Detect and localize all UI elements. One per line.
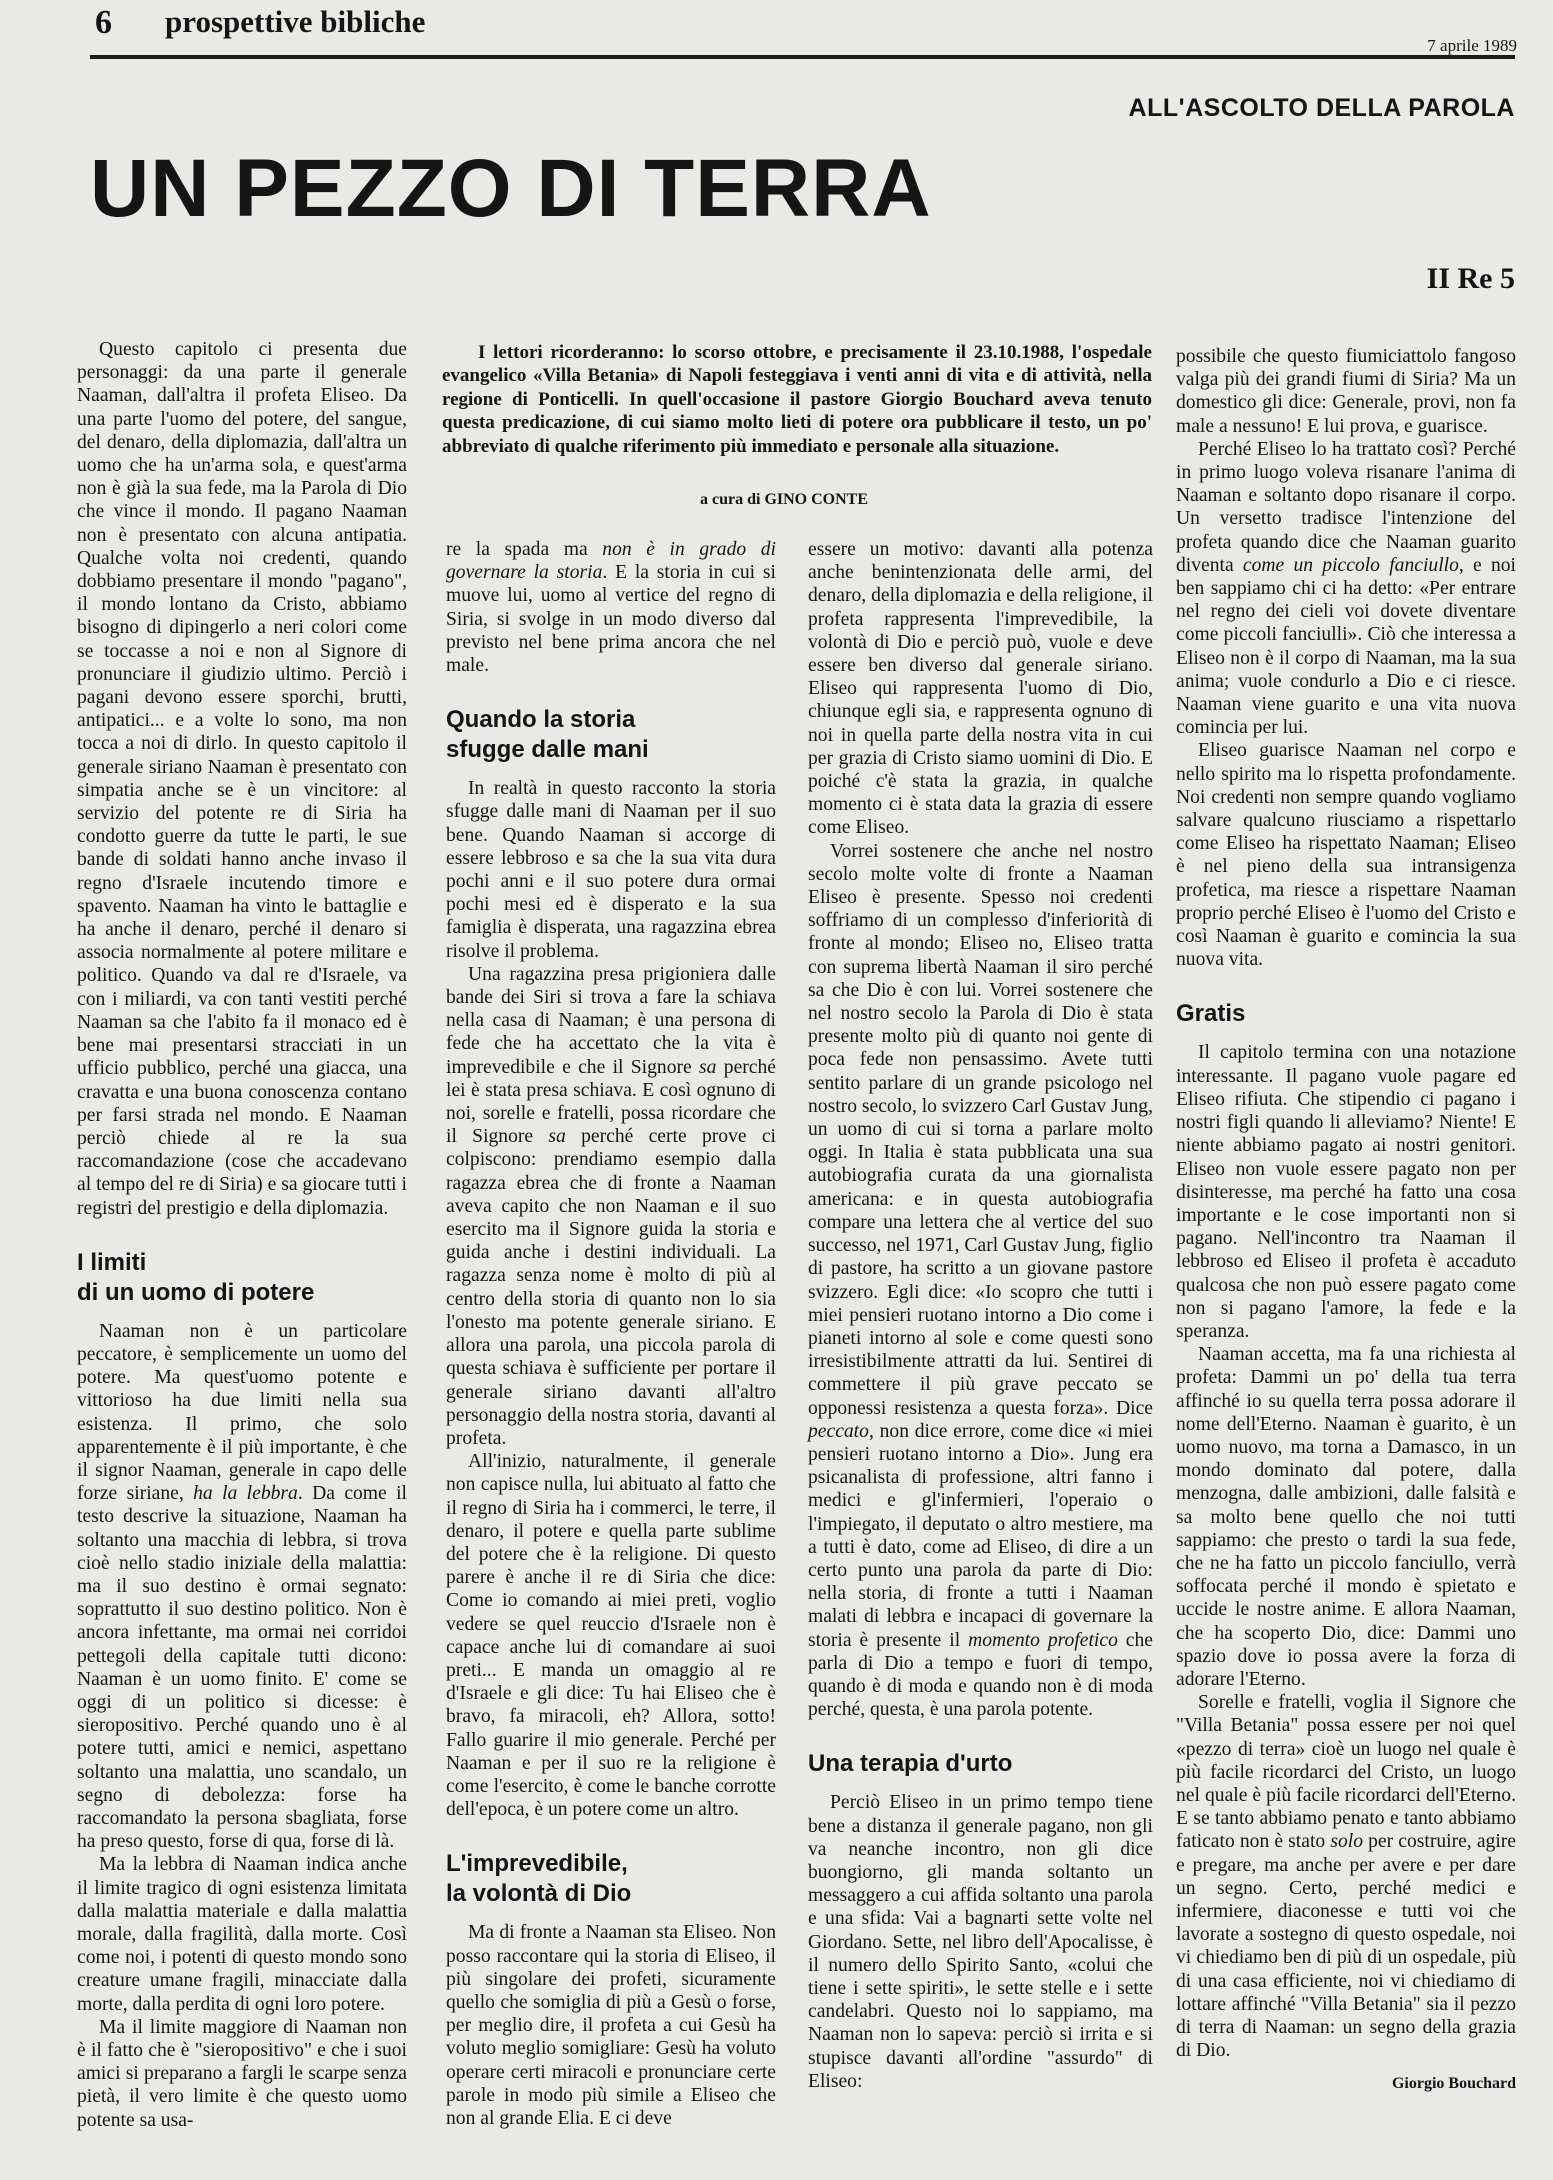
emphasis: peccato xyxy=(808,1420,869,1442)
emphasis: solo xyxy=(1330,1831,1363,1853)
paragraph: Ma di fronte a Naaman sta Eliseo. Non posso raccontare qui la storia di Eliseo, il più singolare dei profeti, sicuramente quello che somiglia di più a Gesù o forse, per meglio dire, il profeta a cui Gesù ha voluto meglio somigliare: Gesù ha voluto operare certi miracoli e pronunciare certe parole in modo più simile a Eliseo che non al grande Elia. E ci deve xyxy=(446,1922,776,2129)
column-4 xyxy=(1176,345,1516,2096)
emphasis: momento profetico xyxy=(968,1629,1118,1651)
paragraph xyxy=(446,963,776,1450)
paragraph xyxy=(808,840,1153,1722)
text-run: , e noi ben sappiamo chi ci ha detto: «Per entrare nel regno dei cieli voi dovete diventare come piccoli fanciulli». Ciò che interessa a Eliseo non è il corpo di Naaman, ma la sua anima; vuole condurlo a Dio e ci riesce. Naaman viene guarito e una vita nuova comincia per lui. xyxy=(1176,554,1516,739)
column-3 xyxy=(808,538,1153,2093)
paragraph xyxy=(77,1320,407,1854)
paragraph: Ma la lebbra di Naaman indica anche il limite tragico di ogni esistenza limitata dalla malattia materiale e dalla malattia morale, dalla fragilità, dalla morte. Così come noi, i potenti di questo mondo sono creature umane fragili, minacciate dalla morte, dalla perdita di ogni loro potere. xyxy=(77,1854,407,2015)
text-run: che parla di Dio a tempo e fuori di tempo, quando è di moda e quando non è di moda perché, questa, è una parola potente. xyxy=(808,1629,1153,1721)
text-run: re la spada ma xyxy=(446,539,588,560)
curator-credit: a cura di GINO CONTE xyxy=(700,491,869,508)
subheading-line: sfugge dalle mani xyxy=(446,736,649,764)
emphasis: come un piccolo fanciullo xyxy=(1242,554,1459,576)
text-run: Perché Eliseo lo ha trattato così? Perché in primo luogo voleva risanare l'anima di Naaman e soltanto dopo risanare il corpo. Un versetto tradisce l'intenzione del profeta quando dice che Naaman guarito diventa xyxy=(1176,438,1516,576)
text-run: Una ragazzina presa prigioniera dalle bande dei Siri si trova a fare la schiava nella casa di Naaman; è una persona di fede che ha accettato che la vita è imprevedibile e che il Signore xyxy=(446,963,776,1078)
paragraph: Questo capitolo ci presenta due personaggi: da una parte il generale Naaman, dall'altra il profeta Eliseo. Da una parte l'uomo del potere, del sangue, del denaro, della diplomazia, dall'altra un uomo che ha un'arma sola, e quest'arma non è già la sua fede, ma la Parola di Dio che vince il mondo. Il pagano Naaman non è presentato con alcuna antipatia. Qualche volta noi credenti, quando dobbiamo presentare il mondo "pagano", il mondo lontano da Cristo, abbiamo bisogno di dipingerlo a neri colori come se toccasse a noi e non al Signore di pronunciare il giudizio ultimo. Perciò i pagani devono essere sporchi, brutti, antipatici... e a volte lo sono, ma non tocca a noi di dirlo. In questo capitolo il generale siriano Naaman è presentato con simpatia anche se è un vincitore: al servizio del potente re di Siria ha condotto guerre da tutte le parti, le sue bande di soldati hanno anche invaso il regno d'Israele incutendo timore e spavento. Naaman ha vinto le battaglie e ha anche il denaro, perché il denaro si associa normalmente al potere militare e politico. Quando va dal re d'Israele, va con i miliardi, va con tanti vestiti perché Naaman sa che l'abito fa il monaco ed è bene mai presentarsi stracciati in un ufficio pubblico, perché una giacca, una cravatta e una buona conoscenza contano per farsi strada nel mondo. E Naaman perciò chiede al re la sua raccomandazione (cose che accadevano al tempo del re di Siria) e sa giocare tutti i registri del prestigio e della diplomazia. xyxy=(77,339,407,1219)
paragraph: Eliseo guarisce Naaman nel corpo e nello spirito ma lo rispetta profondamente. Noi credenti non sempre quando vogliamo salvare qualcuno riusciamo a rispettarlo come Eliseo ha rispettato Naaman; Eliseo è nel pieno della sua intransigenza profetica, ma riesce a rispettare Naaman proprio perché Eliseo è l'uomo del Cristo e così Naaman è guarito e comincia la sua nuova vita. xyxy=(1176,740,1516,971)
text-run: Vorrei sostenere che anche nel nostro secolo molte volte di fronte a Naaman Eliseo è presente. Spesso noi credenti soffriamo di un complesso d'inferiorità di fronte al mondo; Eliseo no, Eliseo tratta con suprema libertà Naaman il siro perché sa che Dio è con lui. Vorrei sostenere che nel nostro secolo la Parola di Dio è stata presente molto più di quanto noi gente di poca fede non pensassimo. Avete tutti sentito parlare di un grande psicologo nel nostro secolo, lo svizzero Carl Gustav Jung, un uomo di cui si torna a parlare molto oggi. In Italia è stata pubblicata una sua autobiografia curata da una giornalista americana: e in questa autobiografia compare una lettera che al vertice del suo successo, nel 1971, Carl Gustav Jung, figlio di pastore, ha scritto a un giovane pastore svizzero. Egli dice: «Io scopro che tutti i miei pensieri ruotano intorno a Dio come i pianeti intorno al sole e come questi sono irresistibilmente attratti da lui. Sentirei di commettere il più grave peccato se opponessi resistenza a questa forza». Dice xyxy=(808,840,1154,1419)
paragraph: Ma il limite maggiore di Naaman non è il fatto che è "sieropositivo" e che i suoi amici si preparano a fargli le scarpe senza pietà, il vero limite è che questo uomo potente sa usa- xyxy=(77,2016,407,2131)
column-1 xyxy=(77,338,407,2132)
text-run: , non dice errore, come dice «i miei pensieri ruotano intorno a Dio». Jung era psicanalista di professione, altri fanno i medici e gl'infermieri, l'operaio o l'impiegato, il deputato o altro mestiere, ma a tutti è dato, come ad Eliseo, di dire a un certo punto una parola da parte di Dio: nella storia, di fronte a tutti i Naaman malati di lebbra e incapaci di governare la storia è presente il xyxy=(808,1420,1153,1651)
paragraph: Naaman accetta, ma fa una richiesta al profeta: Dammi un po' della tua terra affinché io su quella terra possa adorare il nome dell'Eterno. Naaman è guarito, è un uomo nuovo, ma torna a Damasco, in un mondo dominato dal potere, dalla menzogna, dalle ambizioni, dalle falsità e sa molto bene quello che noi tutti sappiamo: che presto o tardi la sua fede, che ne ha fatto un piccolo fanciullo, verrà soffocata perché il mondo è spietato e uccide le nostre anime. E allora Naaman, che ha scoperto Dio, dice: Dammi uno spazio dove io possa avere la forza di adorare l'Eterno. xyxy=(1176,1344,1516,1690)
subheading-line: L'imprevedibile, xyxy=(446,1850,628,1878)
intro-text: I lettori ricorderanno: lo scorso ottobre, e precisamente il 23.10.1988, l'ospedale evangelico «Villa Betania» di Napoli festeggiava i venti anni di vita e di attività, nella regione di Ponticelli. In quell'occasione il pastore Giorgio Bouchard aveva tenuto questa predicazione, di cui siamo molto lieti di potere ora pubblicare il testo, un po' abbreviato di qualche riferimento più immediato e personale alla situazione. xyxy=(442,342,1152,457)
subheading: Una terapia d'urto xyxy=(808,1750,1013,1778)
column-2 xyxy=(446,538,776,2130)
subheading-line: I limiti xyxy=(77,1248,147,1276)
author-signature: Giorgio Bouchard xyxy=(1391,2075,1516,2093)
magazine-name: prospettive bibliche xyxy=(165,4,426,39)
text-run: Sorelle e fratelli, voglia il Signore che "Villa Betania" possa essere per noi quel «pezzo di terra» cioè un luogo nel quale è più facile ricordarci del Cristo, un luogo nel quale è più facile ricordarci dell'Eterno. E se tanto abbiamo penato e tanto abbiamo faticato non è stato xyxy=(1176,1692,1516,1853)
subheading-line: Quando la storia xyxy=(446,706,636,734)
text-run: perché lei è stata presa schiava. E così ognuno di noi, sorelle e fratelli, possa ricordare che il Signore xyxy=(446,1056,776,1148)
article-title: UN PEZZO DI TERRA xyxy=(90,143,932,234)
paragraph: essere un motivo: davanti alla potenza anche benintenzionata delle armi, del denaro, della diplomazia e della religione, il profeta rappresenta l'imprevedibile, la volontà di Dio e perciò può, vuole e deve essere ben diverso dal generale siriano. Eliseo qui rappresenta l'uomo di Dio, chiunque egli sia, e rappresenta ognuno di noi in quella parte della nostra vita in cui per grazia di Cristo siamo uomini di Dio. E poiché c'è stata la grazia, in qualche momento ci è stata data la grazia di essere come Eliseo. xyxy=(808,539,1153,839)
paragraph xyxy=(446,538,776,677)
emphasis: non è in grado di governare la storia xyxy=(446,539,776,584)
paragraph xyxy=(1176,438,1516,740)
emphasis: sa xyxy=(699,1056,717,1078)
subheading-line: la volontà di Dio xyxy=(446,1880,632,1908)
paragraph: Il capitolo termina con una notazione interessante. Il pagano vuole pagare ed Eliseo rifiuta. Che stipendio ci pagano i nostri figli quando li alleviamo? Niente! E niente abbiamo pagato ai nostri genitori. Eliseo non vuole essere pagato non per disinteresse, ma perché ha fatto una cosa importante e le cose importanti non si pagano. Nell'incontro tra Naaman il lebbroso ed Eliseo il profeta è accaduto qualcosa che non può essere pagato come non si pagano l'amore, la fede e la speranza. xyxy=(1176,1042,1516,1342)
text-run: Naaman non è un particolare peccatore, è semplicemente un uomo del potere. Ma quest'uomo potente e vittorioso ha due limiti nella sua esistenza. Il primo, che solo apparentemente è il più importante, è che il signor Naaman, generale in capo delle forze siriane, xyxy=(77,1320,407,1505)
scripture-reference: II Re 5 xyxy=(1426,262,1515,295)
subheading-line: di un uomo di potere xyxy=(77,1278,315,1306)
subheading: Gratis xyxy=(1176,1000,1246,1028)
subheading xyxy=(446,705,776,765)
subheading xyxy=(446,1849,776,1909)
emphasis: ha la lebbra xyxy=(193,1483,298,1505)
paragraph: In realtà in questo racconto la storia sfugge dalle mani di Naaman per il suo bene. Quando Naaman si accorge di essere lebbroso e sa che la sua vita dura pochi anni e il suo potere dura ormai pochi mesi ed è disperato e la sua famiglia è disperata, una ragazzina ebrea risolve il problema. xyxy=(446,778,776,962)
article-intro xyxy=(442,341,1152,458)
paragraph: possibile che questo fiumiciattolo fangoso valga più dei grandi fiumi di Siria? Ma un domestico gli dice: Generale, provi, non fa male a nessuno! E lui prova, e guarisce. xyxy=(1176,346,1516,437)
text-run: per costruire, agire e pregare, ma anche per avere e per dare un segno. Certo, perché medici e infermiere, diaconesse e tutti voi che lavorate a sostegno di questo ospedale, noi vi chiediamo ben di più di un ospedale, più di una casa efficiente, noi vi chiediamo di lottare affinché "Villa Betania" sia il pezzo di terra di Naaman: un segno della grazia di Dio. xyxy=(1176,1831,1516,2062)
section-label: ALL'ASCOLTO DELLA PAROLA xyxy=(1128,94,1515,122)
text-run: perché certe prove ci colpiscono: prendiamo esempio dalla ragazza ebrea che di fronte a Naaman aveva capito che non Naaman e il suo esercito ma il Signore guida la storia e guida anche i destini individuali. La ragazza senza nome è molto di più al centro della storia di quanto non lo sia l'onesto ma potente generale siriano. E allora una parola, una piccola parola di questa schiava è sufficiente per portare il generale siriano davanti all'altro personaggio della nostra storia, davanti al profeta. xyxy=(446,1126,776,1449)
paragraph: All'inizio, naturalmente, il generale non capisce nulla, lui abituato al fatto che il regno di Siria ha i commerci, le terre, il denaro, il potere e quella parte sublime del potere che è la religione. Di questo parere è anche il re di Siria che dice: Come io comando ai miei preti, voglio vedere se quel reuccio d'Israele non è capace anche lui di comandare ai suoi preti... E manda un omaggio al re d'Israele e gli dice: Tu hai Eliseo che è bravo, fa miracoli, eh? Allora, sotto! Fallo guarire il mio generale. Perché per Naaman e per il suo re la religione è come l'esercito, è come le banche corrotte dell'epoca, è un potere come un altro. xyxy=(446,1451,776,1821)
subheading xyxy=(77,1248,407,1308)
paragraph xyxy=(1176,1691,1516,2062)
text-run: . Da come il testo descrive la situazione, Naaman ha soltanto una macchia di lebbra, si trova cioè nello stadio iniziale della malattia: ma il suo destino è ormai segnato: soprattutto il suo destino politico. Non è ancora infettante, ma ormai nei corridoi pettegoli della capitale tutti dicono: Naaman è un uomo finito. E' come se oggi di un politico si dicesse: è sieropositivo. Perché quando uno è al potere tutti, amici e nemici, aspettano soltanto una malattia, uno scandalo, un segno di debolezza: forse ha raccomandato la persona sbagliata, forse ha preso questo, forse di qua, forse di là. xyxy=(77,1483,408,1853)
issue-date: 7 aprile 1989 xyxy=(1427,36,1517,55)
text-run: . E la storia in cui si muove lui, uomo al vertice del regno di Siria, si svolge in un modo diverso dal previsto nel bene prima ancora che nel male. xyxy=(446,562,776,677)
header-rule xyxy=(90,55,1515,59)
page-number: 6 xyxy=(95,4,112,41)
emphasis: sa xyxy=(548,1126,566,1148)
paragraph: Perciò Eliseo in un primo tempo tiene bene a distanza il generale pagano, non gli va neanche incontro, non gli dice buongiorno, gli manda soltanto un messaggero a cui affida soltanto una parola e una sfida: Vai a bagnarti sette volte nel Giordano. Sette, nel libro dell'Apocalisse, è il numero dello Spirito Santo, «colui che tiene i sette spiriti», le sette stelle e i sette candelabri. Questo noi lo sappiamo, ma Naaman non lo sapeva: perciò si irrita e si stupisce davanti all'ordine "assurdo" di Eliseo: xyxy=(808,1792,1153,2092)
